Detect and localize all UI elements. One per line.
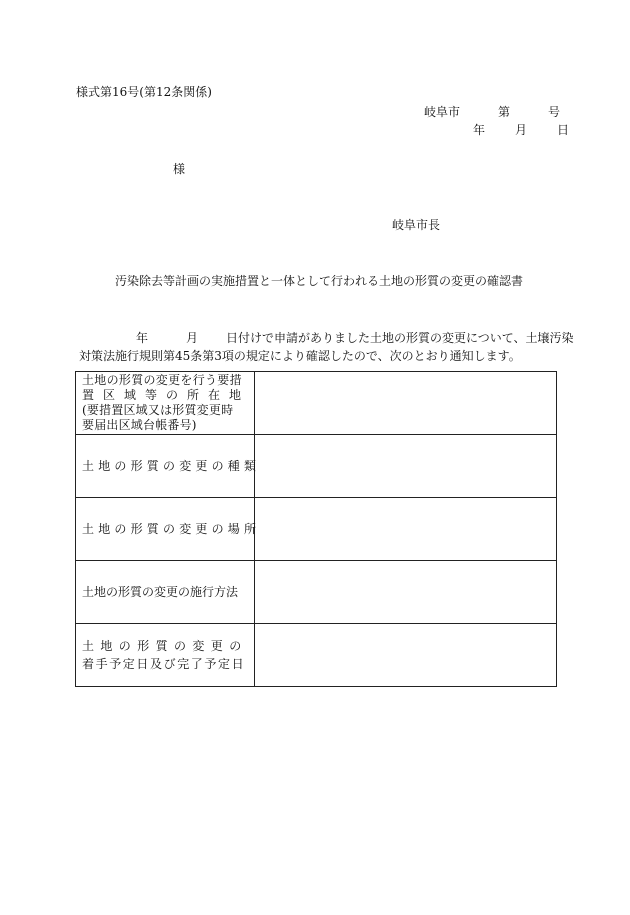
form-number: 様式第16号(第12条関係)	[76, 85, 212, 99]
table-row	[76, 624, 557, 687]
label-line: 着手予定日及び完了予定日	[82, 657, 246, 671]
row-label	[76, 561, 255, 624]
issuer-dai: 第	[498, 105, 511, 119]
label-line: 土地の形質の変更を行う要措	[82, 373, 242, 387]
table-row	[76, 435, 557, 498]
date-line	[473, 124, 569, 136]
issuer-city: 岐阜市	[424, 105, 461, 119]
body-line-1	[136, 332, 574, 344]
label-line: 要届出区域台帳番号)	[82, 418, 197, 432]
label-line: 置区域等の所在地	[82, 388, 251, 402]
body-month: 月	[186, 331, 199, 345]
row-label	[76, 624, 255, 687]
row-value[interactable]	[255, 372, 557, 435]
row-value[interactable]	[255, 624, 557, 687]
body-year: 年	[136, 331, 149, 345]
body-line1-rest: 日付けで申請がありました土地の形質の変更について、土壌汚染	[226, 331, 574, 345]
row-label	[76, 498, 261, 561]
label-line: 土地の形質の変更の種類	[82, 459, 261, 473]
row-label	[76, 372, 255, 435]
date-month: 月	[515, 123, 528, 137]
label-line: 土地の形質の変更の施行方法	[82, 585, 239, 599]
table-row	[76, 498, 557, 561]
recipient-suffix: 様	[173, 162, 186, 176]
sender-name: 岐阜市長	[392, 218, 441, 232]
row-value[interactable]	[255, 561, 557, 624]
info-table	[75, 371, 557, 687]
table-row	[76, 372, 557, 435]
row-value[interactable]	[255, 498, 557, 561]
label-line: 土地の形質の変更の場所	[82, 522, 261, 536]
table-row	[76, 561, 557, 624]
label-line: (要措置区域又は形質変更時	[82, 403, 234, 417]
row-label	[76, 435, 261, 498]
label-line: 土地の形質の変更の	[82, 639, 248, 653]
issuer-line	[424, 106, 560, 118]
body-line-2: 対策法施行規則第45条第3項の規定により確認したので、次のとおり通知します。	[79, 349, 521, 363]
date-day: 日	[557, 123, 570, 137]
date-year: 年	[473, 123, 486, 137]
issuer-go: 号	[548, 105, 561, 119]
document-title: 汚染除去等計画の実施措置と一体として行われる土地の形質の変更の確認書	[115, 274, 524, 288]
row-value[interactable]	[255, 435, 557, 498]
